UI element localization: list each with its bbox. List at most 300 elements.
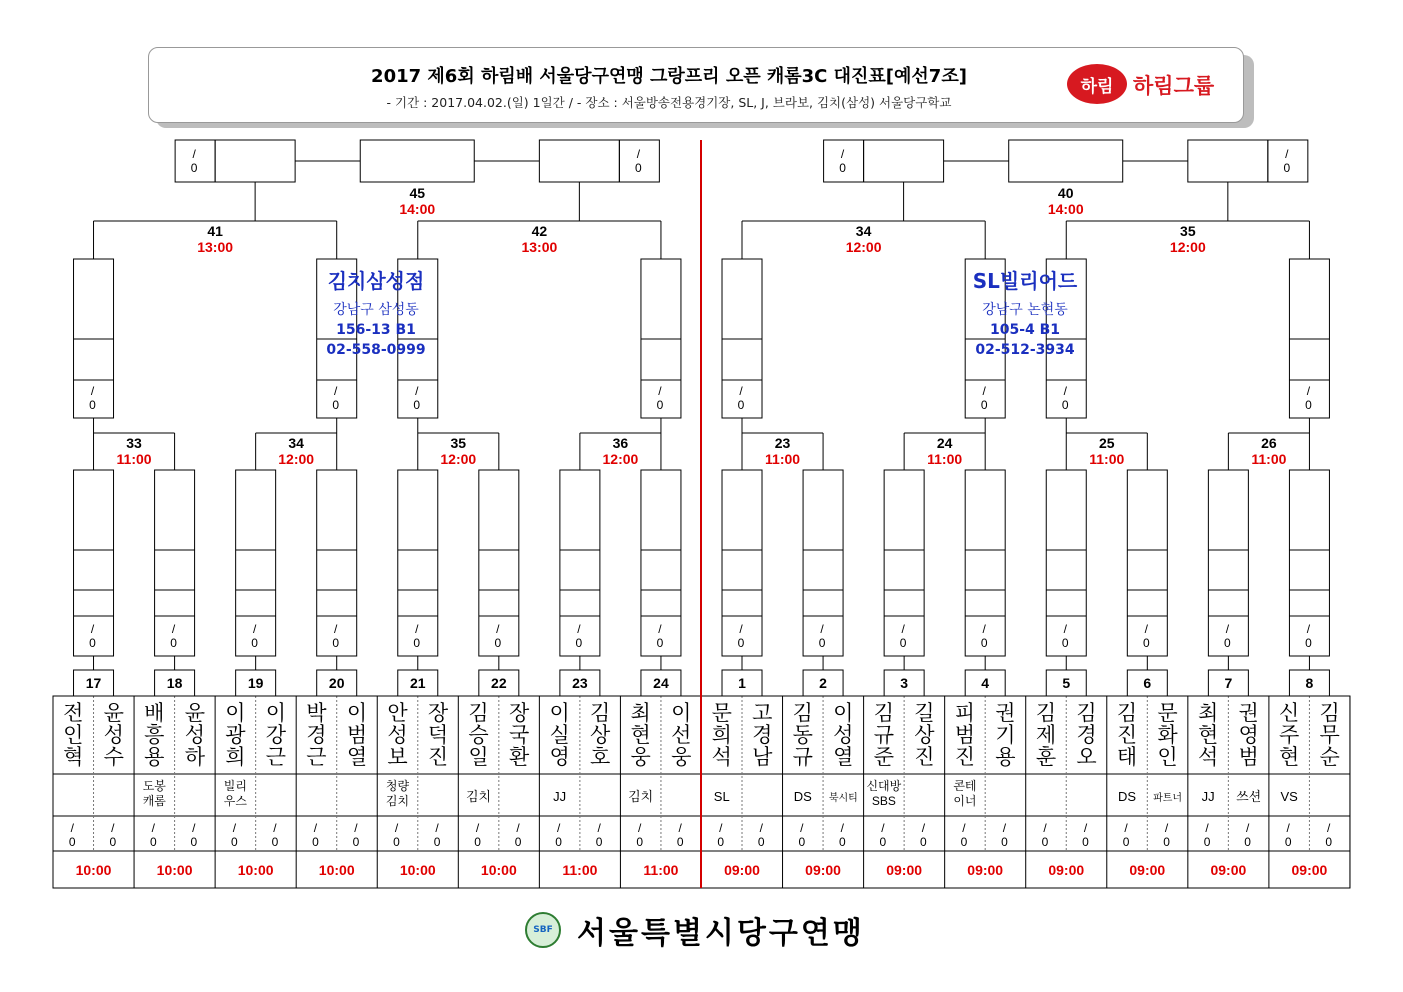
svg-text:보: 보 bbox=[387, 746, 408, 770]
svg-text:최: 최 bbox=[1197, 702, 1219, 725]
club-name: 북시티 bbox=[828, 793, 858, 804]
r1-score-slash: / bbox=[1144, 622, 1148, 636]
svg-text:경: 경 bbox=[752, 724, 773, 748]
match-number: 2 bbox=[819, 675, 827, 691]
table-score-zero: 0 bbox=[838, 835, 846, 849]
svg-text:석: 석 bbox=[711, 746, 732, 770]
r1-score-slash: / bbox=[1063, 622, 1067, 636]
table-score-zero: 0 bbox=[960, 835, 968, 849]
table-score-zero: 0 bbox=[717, 835, 725, 849]
r2-score-zero: 0 bbox=[1305, 398, 1312, 412]
player-name bbox=[306, 702, 327, 769]
svg-text:현: 현 bbox=[1197, 724, 1219, 748]
match-time: 09:00 bbox=[1048, 862, 1085, 878]
svg-text:열: 열 bbox=[833, 746, 854, 770]
table-score-slash: / bbox=[1124, 821, 1128, 835]
r1-score-slash: / bbox=[90, 622, 95, 636]
r1-score-zero: 0 bbox=[494, 636, 502, 650]
round2-time: 11:00 bbox=[1251, 451, 1287, 467]
svg-text:용: 용 bbox=[995, 746, 1016, 770]
table-score-slash: / bbox=[678, 821, 682, 835]
svg-text:인: 인 bbox=[63, 724, 84, 748]
r1-score-zero: 0 bbox=[170, 636, 177, 650]
player-name bbox=[144, 702, 164, 769]
svg-text:문: 문 bbox=[1157, 702, 1178, 725]
player-name bbox=[225, 702, 246, 769]
r1-score-slash: / bbox=[658, 622, 662, 636]
quarter-number: 41 bbox=[207, 223, 223, 239]
table-score-slash: / bbox=[151, 821, 155, 835]
r2-score-slash: / bbox=[982, 384, 986, 398]
player-name bbox=[549, 702, 569, 769]
federation-name: 서울특별시당구연맹 bbox=[577, 916, 865, 951]
match-number: 21 bbox=[409, 675, 426, 691]
r1-score-slash: / bbox=[1306, 622, 1311, 636]
player-name bbox=[752, 702, 773, 769]
player-name bbox=[347, 702, 367, 769]
table-score-slash: / bbox=[759, 821, 763, 835]
svg-text:권: 권 bbox=[995, 702, 1016, 725]
r1-score-zero: 0 bbox=[1224, 636, 1231, 650]
svg-text:이: 이 bbox=[671, 702, 692, 725]
harim-logo-icon: 하림 bbox=[1067, 64, 1127, 104]
match-number: 1 bbox=[738, 675, 746, 691]
svg-text:석: 석 bbox=[1197, 746, 1219, 770]
player-name bbox=[1320, 702, 1340, 769]
svg-text:신: 신 bbox=[1279, 702, 1300, 725]
svg-text:준: 준 bbox=[873, 746, 895, 770]
svg-text:희: 희 bbox=[225, 746, 246, 770]
round2-number: 36 bbox=[612, 435, 629, 451]
svg-text:훈: 훈 bbox=[1035, 746, 1057, 770]
svg-text:남: 남 bbox=[752, 746, 773, 770]
svg-text:호: 호 bbox=[590, 746, 611, 770]
champion-box bbox=[1009, 140, 1123, 182]
svg-text:최: 최 bbox=[630, 702, 651, 725]
r1-score-zero: 0 bbox=[575, 636, 583, 650]
player-name bbox=[387, 702, 408, 769]
svg-text:웅: 웅 bbox=[630, 746, 651, 770]
venue-right-name: SL빌리어드 bbox=[972, 269, 1078, 293]
svg-text:오: 오 bbox=[1076, 746, 1097, 770]
svg-text:국: 국 bbox=[508, 724, 530, 748]
final-score-slash: / bbox=[840, 147, 845, 161]
svg-text:일: 일 bbox=[468, 746, 489, 770]
player-name bbox=[1238, 702, 1258, 769]
svg-text:진: 진 bbox=[1116, 724, 1138, 748]
player-name bbox=[1117, 702, 1137, 769]
svg-text:장: 장 bbox=[508, 702, 530, 725]
match-time: 09:00 bbox=[1129, 862, 1166, 878]
club-name: 우스 bbox=[223, 794, 247, 808]
match-number: 17 bbox=[85, 675, 102, 691]
table-score-slash: / bbox=[719, 821, 723, 835]
svg-text:김: 김 bbox=[590, 702, 611, 725]
svg-text:이: 이 bbox=[225, 702, 246, 725]
table-score-zero: 0 bbox=[474, 835, 481, 849]
table-score-zero: 0 bbox=[190, 835, 198, 849]
svg-text:근: 근 bbox=[306, 746, 327, 770]
table-score-zero: 0 bbox=[1041, 835, 1049, 849]
r1-score-zero: 0 bbox=[1061, 636, 1069, 650]
table-score-zero: 0 bbox=[1203, 835, 1211, 849]
table-score-slash: / bbox=[354, 821, 358, 835]
player-name bbox=[955, 702, 975, 769]
svg-text:문: 문 bbox=[711, 702, 732, 725]
svg-text:제: 제 bbox=[1035, 724, 1057, 748]
table-score-slash: / bbox=[192, 821, 196, 835]
svg-text:고: 고 bbox=[752, 702, 773, 725]
final-score-zero: 0 bbox=[190, 161, 198, 175]
r1-score-zero: 0 bbox=[251, 636, 258, 650]
table-score-slash: / bbox=[1286, 821, 1290, 835]
club-name: JJ bbox=[553, 789, 567, 804]
table-score-slash: / bbox=[881, 821, 885, 835]
table-score-zero: 0 bbox=[555, 835, 562, 849]
quarter-time: 13:00 bbox=[521, 239, 558, 255]
table-score-zero: 0 bbox=[109, 835, 117, 849]
match-number: 4 bbox=[981, 675, 990, 691]
r1-score-slash: / bbox=[171, 622, 176, 636]
r1-score-slash: / bbox=[496, 622, 500, 636]
svg-text:용: 용 bbox=[144, 746, 165, 770]
round2-time: 11:00 bbox=[1089, 451, 1125, 467]
r2-score-slash: / bbox=[415, 384, 419, 398]
svg-text:권: 권 bbox=[1238, 702, 1259, 725]
svg-text:수: 수 bbox=[103, 746, 124, 770]
table-score-slash: / bbox=[232, 821, 237, 835]
round2-time: 11:00 bbox=[765, 451, 801, 467]
player-name bbox=[104, 702, 124, 769]
svg-text:인: 인 bbox=[1157, 746, 1178, 770]
table-score-zero: 0 bbox=[393, 835, 400, 849]
round2-number: 24 bbox=[936, 435, 953, 451]
quarter-number: 35 bbox=[1180, 223, 1196, 239]
r2-score-zero: 0 bbox=[332, 398, 340, 412]
player-name bbox=[509, 702, 530, 769]
round2-time: 11:00 bbox=[927, 451, 963, 467]
final-score-zero: 0 bbox=[1283, 161, 1291, 175]
club-name: SL bbox=[713, 789, 730, 804]
federation-seal-icon: SBF bbox=[525, 912, 561, 948]
r2-score-slash: / bbox=[1063, 384, 1067, 398]
match-number: 22 bbox=[491, 675, 507, 691]
player-name bbox=[468, 702, 488, 769]
svg-text:덕: 덕 bbox=[427, 724, 449, 748]
r1-score-slash: / bbox=[901, 622, 905, 636]
venue-right-phone: 02-512-3934 bbox=[975, 342, 1075, 358]
round2-number: 33 bbox=[126, 435, 142, 451]
round2-time: 12:00 bbox=[278, 451, 315, 467]
svg-text:배: 배 bbox=[144, 702, 165, 725]
svg-text:태: 태 bbox=[1116, 746, 1138, 770]
svg-text:박: 박 bbox=[306, 702, 327, 725]
table-score-slash: / bbox=[840, 821, 845, 835]
round2-number: 26 bbox=[1261, 435, 1277, 451]
svg-text:성: 성 bbox=[833, 724, 854, 748]
svg-text:혁: 혁 bbox=[63, 746, 84, 770]
table-score-zero: 0 bbox=[595, 835, 603, 849]
final-score-slash: / bbox=[636, 147, 641, 161]
svg-text:김: 김 bbox=[873, 702, 895, 725]
match-number: 18 bbox=[166, 675, 183, 691]
club-name: 김치 bbox=[628, 789, 654, 804]
match-number: 6 bbox=[1143, 675, 1152, 691]
match-time: 10:00 bbox=[237, 862, 274, 878]
club-name: VS bbox=[1280, 789, 1298, 804]
harim-group-logo-text: 하림그룹 bbox=[1133, 74, 1215, 98]
quarter-time: 12:00 bbox=[1169, 239, 1206, 255]
svg-text:장: 장 bbox=[427, 702, 449, 725]
venue-left-name: 김치삼성점 bbox=[327, 269, 425, 293]
table-score-zero: 0 bbox=[798, 835, 806, 849]
svg-text:윤: 윤 bbox=[103, 702, 124, 725]
match-number: 7 bbox=[1224, 675, 1233, 691]
match-time: 09:00 bbox=[967, 862, 1004, 878]
table-score-zero: 0 bbox=[879, 835, 887, 849]
player-name bbox=[995, 702, 1015, 769]
svg-text:범: 범 bbox=[346, 724, 368, 748]
table-score-zero: 0 bbox=[1244, 835, 1251, 849]
round2-number: 23 bbox=[774, 435, 791, 451]
final-name-box bbox=[215, 140, 295, 182]
table-score-slash: / bbox=[1043, 821, 1047, 835]
club-name: 이너 bbox=[953, 794, 977, 808]
table-score-slash: / bbox=[921, 821, 926, 835]
page-title: 2017 제6회 하림배 서울당구연맹 그랑프리 오픈 캐롬3C 대진표[예선7조] bbox=[371, 66, 967, 87]
svg-text:진: 진 bbox=[954, 746, 976, 770]
match-time: 10:00 bbox=[480, 862, 517, 878]
svg-text:이: 이 bbox=[833, 702, 854, 725]
svg-text:광: 광 bbox=[225, 724, 246, 748]
r2-score-zero: 0 bbox=[656, 398, 664, 412]
club-name: 쓰션 bbox=[1236, 789, 1262, 804]
r1-score-zero: 0 bbox=[89, 636, 96, 650]
table-score-zero: 0 bbox=[1325, 835, 1333, 849]
final-score-slash: / bbox=[1285, 147, 1289, 161]
svg-text:무: 무 bbox=[1319, 724, 1340, 748]
match-number: 19 bbox=[247, 675, 264, 691]
svg-text:안: 안 bbox=[387, 702, 408, 725]
club-name: 파트너 bbox=[1153, 793, 1183, 804]
venue-left-address-1: 강남구 삼성동 bbox=[333, 302, 419, 318]
svg-text:범: 범 bbox=[1238, 746, 1259, 770]
svg-text:성: 성 bbox=[387, 724, 408, 748]
svg-text:성: 성 bbox=[184, 724, 206, 748]
r2-score-zero: 0 bbox=[1061, 398, 1069, 412]
svg-text:상: 상 bbox=[914, 724, 935, 748]
svg-text:동: 동 bbox=[792, 724, 813, 748]
r1-score-slash: / bbox=[982, 622, 986, 636]
table-score-zero: 0 bbox=[352, 835, 360, 849]
final-name-box bbox=[864, 140, 944, 182]
r2-score-slash: / bbox=[739, 384, 743, 398]
venue-right-address-2: 105-4 B1 bbox=[989, 322, 1061, 338]
svg-text:이: 이 bbox=[346, 702, 368, 725]
round2-number: 25 bbox=[1098, 435, 1115, 451]
table-score-zero: 0 bbox=[636, 835, 644, 849]
player-name bbox=[590, 702, 611, 769]
svg-text:영: 영 bbox=[549, 746, 570, 770]
match-number: 5 bbox=[1062, 675, 1071, 691]
table-score-zero: 0 bbox=[433, 835, 441, 849]
svg-text:열: 열 bbox=[346, 746, 368, 770]
table-score-zero: 0 bbox=[1082, 835, 1089, 849]
player-name bbox=[671, 702, 691, 769]
final-score-zero: 0 bbox=[839, 161, 846, 175]
match-time: 10:00 bbox=[318, 862, 355, 878]
svg-text:진: 진 bbox=[427, 746, 449, 770]
table-score-zero: 0 bbox=[514, 835, 522, 849]
final-number: 45 bbox=[409, 185, 426, 201]
svg-text:이: 이 bbox=[549, 702, 570, 725]
player-name bbox=[712, 702, 732, 769]
table-score-slash: / bbox=[1245, 821, 1250, 835]
club-name: SBS bbox=[871, 794, 896, 808]
club-name: 청량 bbox=[385, 779, 410, 793]
footer bbox=[525, 908, 865, 952]
final-name-box bbox=[539, 140, 619, 182]
svg-text:근: 근 bbox=[265, 746, 287, 770]
r1-score-zero: 0 bbox=[980, 636, 988, 650]
svg-text:실: 실 bbox=[549, 724, 570, 748]
event-info: - 기간 : 2017.04.02.(일) 1일간 / - 장소 : 서울방송전용경기장, SL, J, 브라보, 김치(삼성) 서울당구학교 bbox=[386, 95, 952, 110]
table-score-slash: / bbox=[556, 821, 561, 835]
svg-text:김: 김 bbox=[1319, 702, 1340, 725]
svg-text:윤: 윤 bbox=[184, 702, 206, 725]
final-score-slash: / bbox=[192, 147, 196, 161]
r2-score-slash: / bbox=[90, 384, 95, 398]
player-name bbox=[833, 702, 853, 769]
table-score-slash: / bbox=[1205, 821, 1209, 835]
table-score-slash: / bbox=[475, 821, 480, 835]
table-score-slash: / bbox=[435, 821, 439, 835]
club-name: 김치 bbox=[385, 794, 410, 808]
club-name: 도봉 bbox=[142, 779, 166, 793]
table-score-zero: 0 bbox=[271, 835, 279, 849]
svg-text:선: 선 bbox=[671, 724, 692, 748]
venue-right bbox=[955, 268, 1095, 360]
club-name: 빌리 bbox=[223, 779, 247, 793]
round2-number: 35 bbox=[450, 435, 467, 451]
r1-score-slash: / bbox=[415, 622, 419, 636]
club-name: 신대방 bbox=[866, 779, 902, 793]
table-score-zero: 0 bbox=[757, 835, 765, 849]
match-time: 10:00 bbox=[75, 862, 112, 878]
svg-text:김: 김 bbox=[792, 702, 813, 725]
svg-text:진: 진 bbox=[914, 746, 935, 770]
round2-time: 12:00 bbox=[440, 451, 477, 467]
r1-score-slash: / bbox=[577, 622, 581, 636]
final-score-zero: 0 bbox=[635, 161, 642, 175]
svg-text:환: 환 bbox=[508, 746, 530, 770]
player-name bbox=[914, 702, 935, 769]
svg-text:범: 범 bbox=[954, 724, 976, 748]
svg-text:성: 성 bbox=[103, 724, 124, 748]
quarter-number: 42 bbox=[531, 223, 548, 239]
player-name bbox=[793, 702, 813, 769]
svg-text:김: 김 bbox=[468, 702, 489, 725]
table-score-slash: / bbox=[1164, 821, 1169, 835]
table-score-zero: 0 bbox=[312, 835, 319, 849]
svg-text:화: 화 bbox=[1157, 724, 1178, 748]
svg-text:현: 현 bbox=[1279, 746, 1300, 770]
venue-left-address-2: 156-13 B1 bbox=[336, 322, 416, 338]
table-score-slash: / bbox=[70, 821, 74, 835]
svg-text:희: 희 bbox=[711, 724, 732, 748]
player-name bbox=[1076, 702, 1096, 769]
svg-text:상: 상 bbox=[590, 724, 611, 748]
table-score-slash: / bbox=[1327, 821, 1331, 835]
table-score-slash: / bbox=[516, 821, 520, 835]
r1-score-slash: / bbox=[334, 622, 338, 636]
club-name: 김치 bbox=[466, 789, 492, 804]
table-score-zero: 0 bbox=[1122, 835, 1130, 849]
r2-score-zero: 0 bbox=[89, 398, 96, 412]
svg-text:전: 전 bbox=[63, 702, 84, 725]
svg-text:김: 김 bbox=[1076, 702, 1097, 725]
r1-score-slash: / bbox=[820, 622, 824, 636]
svg-text:승: 승 bbox=[468, 724, 489, 748]
match-time: 09:00 bbox=[1210, 862, 1247, 878]
r2-score-slash: / bbox=[658, 384, 662, 398]
match-number: 8 bbox=[1305, 675, 1314, 691]
player-name bbox=[428, 702, 449, 769]
player-name bbox=[185, 702, 206, 769]
svg-text:강: 강 bbox=[265, 724, 287, 748]
round2-time: 12:00 bbox=[602, 451, 639, 467]
match-time: 11:00 bbox=[562, 862, 598, 878]
svg-text:영: 영 bbox=[1238, 724, 1259, 748]
club-name: DS bbox=[793, 789, 812, 804]
table-score-slash: / bbox=[1002, 821, 1007, 835]
r2-score-slash: / bbox=[1306, 384, 1311, 398]
r1-score-zero: 0 bbox=[737, 636, 745, 650]
r2-score-zero: 0 bbox=[413, 398, 421, 412]
r1-score-zero: 0 bbox=[1305, 636, 1312, 650]
quarter-time: 12:00 bbox=[845, 239, 882, 255]
svg-text:규: 규 bbox=[792, 746, 813, 770]
venue-left-phone: 02-558-0999 bbox=[326, 342, 426, 358]
round2-time: 11:00 bbox=[116, 451, 152, 467]
svg-text:김: 김 bbox=[1035, 702, 1057, 725]
table-score-zero: 0 bbox=[676, 835, 684, 849]
svg-text:현: 현 bbox=[630, 724, 651, 748]
table-score-zero: 0 bbox=[920, 835, 927, 849]
player-name bbox=[63, 702, 83, 769]
quarter-number: 34 bbox=[855, 223, 872, 239]
table-score-slash: / bbox=[597, 821, 601, 835]
venue-left bbox=[306, 268, 446, 360]
r1-score-zero: 0 bbox=[818, 636, 826, 650]
match-time: 09:00 bbox=[886, 862, 923, 878]
r1-score-slash: / bbox=[739, 622, 743, 636]
r1-score-zero: 0 bbox=[899, 636, 907, 650]
final-number: 40 bbox=[1057, 185, 1074, 201]
r2-score-zero: 0 bbox=[980, 398, 988, 412]
r1-score-zero: 0 bbox=[332, 636, 340, 650]
table-score-slash: / bbox=[394, 821, 399, 835]
svg-text:경: 경 bbox=[306, 724, 327, 748]
table-score-slash: / bbox=[962, 821, 966, 835]
club-name: 캐롬 bbox=[142, 794, 166, 808]
table-score-zero: 0 bbox=[231, 835, 238, 849]
match-time: 09:00 bbox=[805, 862, 841, 878]
match-time: 09:00 bbox=[1291, 862, 1328, 878]
champion-box bbox=[360, 140, 474, 182]
final-time: 14:00 bbox=[1047, 201, 1084, 217]
match-time: 09:00 bbox=[724, 862, 760, 878]
